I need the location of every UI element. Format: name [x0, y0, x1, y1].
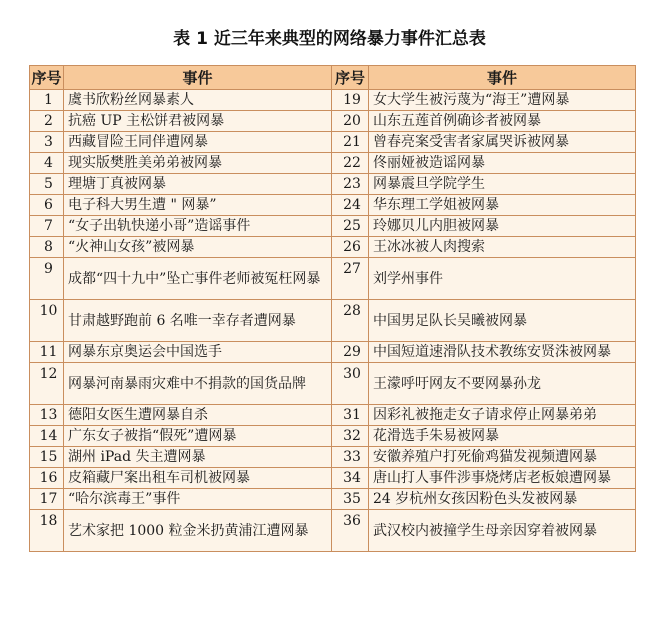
table-row: [30, 405, 636, 426]
table-row: [30, 195, 636, 216]
event-cell-left: 甘肃越野跑前 6 名唯一幸存者遭网暴: [64, 300, 332, 342]
table-row: [30, 300, 636, 342]
row-number-left: 16: [30, 468, 64, 489]
events-table: [29, 65, 636, 552]
row-number-right: 31: [332, 405, 369, 426]
table-row: [30, 468, 636, 489]
event-cell-right: 玲娜贝儿内胆被网暴: [369, 216, 636, 237]
row-number-left: 6: [30, 195, 64, 216]
row-number-right: 28: [332, 300, 369, 342]
event-cell-right: 华东理工学姐被网暴: [369, 195, 636, 216]
event-cell-right: 刘学州事件: [369, 258, 636, 300]
row-number-left: 14: [30, 426, 64, 447]
event-cell-left: 抗癌 UP 主松饼君被网暴: [64, 111, 332, 132]
row-number-left: 12: [30, 363, 64, 405]
event-cell-left: 网暴河南暴雨灾难中不捐款的国货品牌: [64, 363, 332, 405]
event-cell-left: “哈尔滨毒王”事件: [64, 489, 332, 510]
table-row: [30, 111, 636, 132]
row-number-right: 34: [332, 468, 369, 489]
event-cell-right: 花滑选手朱易被网暴: [369, 426, 636, 447]
row-number-right: 27: [332, 258, 369, 300]
table-row: [30, 216, 636, 237]
event-cell-right: 因彩礼被拖走女子请求停止网暴弟弟: [369, 405, 636, 426]
row-number-right: 22: [332, 153, 369, 174]
event-cell-left: 广东女子被指“假死”遭网暴: [64, 426, 332, 447]
row-number-right: 32: [332, 426, 369, 447]
row-number-left: 9: [30, 258, 64, 300]
row-number-left: 5: [30, 174, 64, 195]
row-number-right: 36: [332, 510, 369, 552]
table-row: [30, 258, 636, 300]
row-number-left: 7: [30, 216, 64, 237]
table-row: [30, 447, 636, 468]
table-row: [30, 153, 636, 174]
row-number-right: 19: [332, 90, 369, 111]
table-row: [30, 342, 636, 363]
event-cell-right: 王冰冰被人肉搜索: [369, 237, 636, 258]
row-number-right: 21: [332, 132, 369, 153]
event-cell-left: 现实版樊胜美弟弟被网暴: [64, 153, 332, 174]
table-row: [30, 90, 636, 111]
event-cell-right: 武汉校内被撞学生母亲因穿着被网暴: [369, 510, 636, 552]
table-row: [30, 132, 636, 153]
table-body: [30, 90, 636, 552]
row-number-left: 8: [30, 237, 64, 258]
row-number-left: 2: [30, 111, 64, 132]
event-cell-left: 皮箱藏尸案出租车司机被网暴: [64, 468, 332, 489]
header-event-right: 事件: [369, 66, 636, 90]
table-row: [30, 426, 636, 447]
row-number-left: 11: [30, 342, 64, 363]
table-row: [30, 174, 636, 195]
row-number-left: 4: [30, 153, 64, 174]
row-number-right: 33: [332, 447, 369, 468]
row-number-right: 29: [332, 342, 369, 363]
table-row: [30, 510, 636, 552]
row-number-left: 10: [30, 300, 64, 342]
event-cell-left: 理塘丁真被网暴: [64, 174, 332, 195]
event-cell-right: 网暴震旦学院学生: [369, 174, 636, 195]
table-header-row: [30, 66, 636, 90]
row-number-left: 17: [30, 489, 64, 510]
table-row: [30, 489, 636, 510]
row-number-right: 30: [332, 363, 369, 405]
row-number-right: 26: [332, 237, 369, 258]
event-cell-left: “火神山女孩”被网暴: [64, 237, 332, 258]
event-cell-left: 西藏冒险王同伴遭网暴: [64, 132, 332, 153]
header-num-left: 序号: [30, 66, 64, 90]
event-cell-left: 虞书欣粉丝网暴素人: [64, 90, 332, 111]
row-number-right: 24: [332, 195, 369, 216]
event-cell-right: 王濛呼吁网友不要网暴孙龙: [369, 363, 636, 405]
event-cell-left: 网暴东京奥运会中国选手: [64, 342, 332, 363]
event-cell-right: 中国短道速滑队技术教练安贤洙被网暴: [369, 342, 636, 363]
event-cell-right: 佟丽娅被造谣网暴: [369, 153, 636, 174]
row-number-left: 1: [30, 90, 64, 111]
row-number-left: 18: [30, 510, 64, 552]
row-number-right: 20: [332, 111, 369, 132]
row-number-right: 35: [332, 489, 369, 510]
event-cell-right: 安徽养殖户打死偷鸡猫发视频遭网暴: [369, 447, 636, 468]
event-cell-right: 女大学生被污蔑为“海王”遭网暴: [369, 90, 636, 111]
header-num-right: 序号: [332, 66, 369, 90]
event-cell-left: 德阳女医生遭网暴自杀: [64, 405, 332, 426]
event-cell-left: 艺术家把 1000 粒金米扔黄浦江遭网暴: [64, 510, 332, 552]
event-cell-right: 山东五莲首例确诊者被网暴: [369, 111, 636, 132]
table-row: [30, 237, 636, 258]
row-number-left: 15: [30, 447, 64, 468]
event-cell-right: 曾春亮案受害者家属哭诉被网暴: [369, 132, 636, 153]
event-cell-left: 电子科大男生遭 " 网暴”: [64, 195, 332, 216]
row-number-right: 25: [332, 216, 369, 237]
event-cell-right: 中国男足队长吴曦被网暴: [369, 300, 636, 342]
event-cell-right: 唐山打人事件涉事烧烤店老板娘遭网暴: [369, 468, 636, 489]
row-number-right: 23: [332, 174, 369, 195]
row-number-left: 3: [30, 132, 64, 153]
header-event-left: 事件: [64, 66, 332, 90]
event-cell-left: 成都“四十九中”坠亡事件老师被冤枉网暴: [64, 258, 332, 300]
row-number-left: 13: [30, 405, 64, 426]
event-cell-right: 24 岁杭州女孩因粉色头发被网暴: [369, 489, 636, 510]
event-cell-left: 湖州 iPad 失主遭网暴: [64, 447, 332, 468]
table-row: [30, 363, 636, 405]
event-cell-left: “女子出轨快递小哥”造谣事件: [64, 216, 332, 237]
page-title: 表 1 近三年来典型的网络暴力事件汇总表: [173, 29, 486, 49]
